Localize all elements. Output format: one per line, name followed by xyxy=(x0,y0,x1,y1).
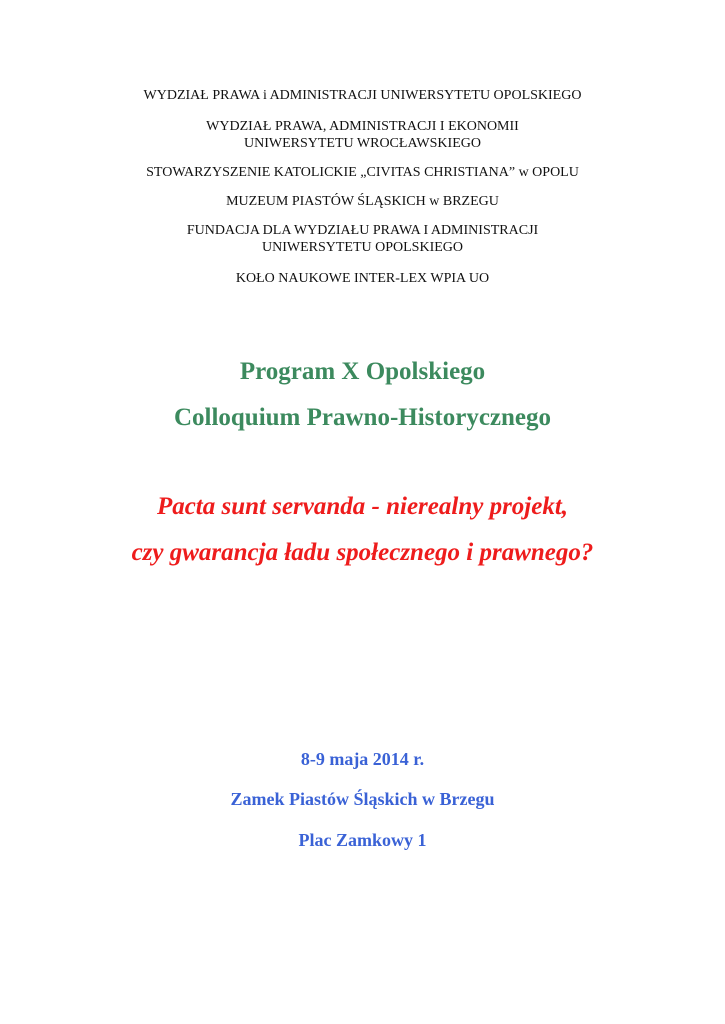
organizer-line: FUNDACJA DLA WYDZIAŁU PRAWA I ADMINISTRACJI xyxy=(186,223,539,238)
organizer-line: WYDZIAŁ PRAWA, ADMINISTRACJI I EKONOMII xyxy=(206,119,519,134)
organizer-2 xyxy=(0,118,725,152)
organizer-line: UNIWERSYTETU WROCŁAWSKIEGO xyxy=(244,136,481,151)
organizer-6 xyxy=(0,270,725,287)
organizer-4 xyxy=(0,193,725,210)
event-venue: Zamek Piastów Śląskich w Brzegu xyxy=(230,789,495,809)
organizer-line: WYDZIAŁ PRAWA i ADMINISTRACJI UNIWERSYTETU OPOLSKIEGO xyxy=(143,88,582,103)
organizer-line: STOWARZYSZENIE KATOLICKIE „CIVITAS CHRISTIANA” w OPOLU xyxy=(146,165,579,180)
theme-line-1: Pacta sunt servanda - nierealny projekt, xyxy=(156,493,569,520)
event-date: 8-9 maja 2014 r. xyxy=(300,749,425,769)
organizer-line: KOŁO NAUKOWE INTER-LEX WPIA UO xyxy=(235,271,490,286)
organizer-3 xyxy=(0,164,725,181)
program-title-line-1: Program X Opolskiego xyxy=(239,358,486,385)
organizer-5 xyxy=(0,222,725,256)
organizer-1 xyxy=(0,87,725,104)
theme-line-2: czy gwarancja ładu społecznego i prawnego? xyxy=(131,539,594,566)
organizer-line: UNIWERSYTETU OPOLSKIEGO xyxy=(261,240,464,255)
event-address: Plac Zamkowy 1 xyxy=(298,830,427,850)
organizer-line: MUZEUM PIASTÓW ŚLĄSKICH w BRZEGU xyxy=(226,194,499,209)
program-title-line-2: Colloquium Prawno-Historycznego xyxy=(173,404,552,431)
